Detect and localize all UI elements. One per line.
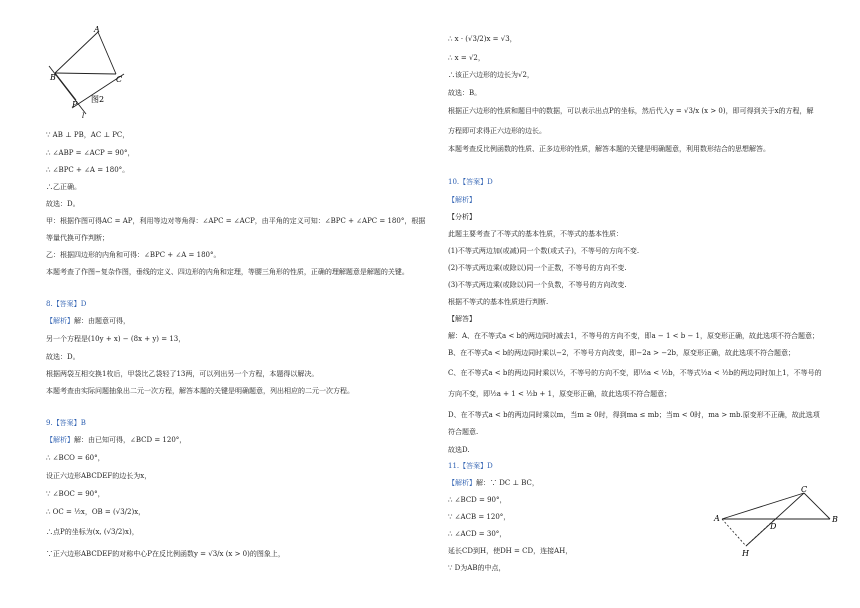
q9-cont-line: ∴ x · (√3/2)x = √3，	[448, 35, 517, 43]
q9-answer-tag: 【答案】	[52, 419, 81, 427]
q7-line: ∵ AB ⊥ PB，AC ⊥ PC，	[46, 131, 130, 139]
q9-line: ∵正六边形ABCDEF的对称中心P在反比例函数y = √3/x (x > 0)的图象上，	[46, 550, 285, 558]
q7-line: ∴乙正确。	[46, 183, 81, 191]
q10-line: 此题主要考查了不等式的基本性质，不等式的基本性质：	[448, 230, 623, 238]
q10-line: (3)不等式两边乘(或除以)同一个负数，不等号的方向改变.	[448, 281, 627, 289]
q10-solve-line: 解：A、在不等式a < b的两边同时减去1，不等号的方向不变，即a − 1 < b − 1，原变形正确，故此选项不符合题意；	[448, 332, 819, 340]
q9-cont-line: 方程即可求得正六边形的边长。	[448, 127, 546, 135]
q10-analysis-sub: 【分析】	[448, 213, 476, 221]
q11-fig-label-h: H	[742, 549, 749, 558]
q11-line: ∵ ∠ACB = 120°，	[448, 513, 511, 521]
q9-analysis-tag: 【解析】	[46, 436, 74, 444]
q9-line: ∴ OC = ½x，OB = (√3/2)x，	[46, 508, 146, 516]
q10-solve-tag: 【解答】	[448, 315, 476, 323]
q11-fig-label-c: C	[801, 485, 808, 494]
q7-line: 乙：根据四边形的内角和可得：∠BPC + ∠A = 180°。	[46, 251, 221, 259]
q9-answer-heading	[46, 418, 86, 428]
fig-label-a: A	[94, 26, 100, 34]
q8-line: 根据两袋互相交换1枚后，甲袋比乙袋轻了13两，可以列出另一个方程，本题得以解决。	[46, 370, 319, 378]
q10-solve-line: B、在不等式a < b的两边同时乘以−2，不等号方向改变，即−2a > −2b，原变形正确，故此选项不符合题意；	[448, 349, 796, 357]
q10-line: (1)不等式两边加(或减)同一个数(或式子)，不等号的方向不变.	[448, 247, 640, 255]
q11-analysis-tag: 【解析】	[448, 479, 476, 487]
q11-answer: D	[487, 462, 493, 470]
q10-solve-line: 方向不变，即½a + 1 < ½b + 1，原变形正确，故此选项不符合题意；	[448, 390, 672, 398]
q8-analysis	[46, 316, 130, 326]
q11-answer-heading	[448, 461, 493, 471]
q9-line: ∴ ∠BCO = 60°，	[46, 454, 105, 462]
q9-analysis-text: 解：由已知可得，∠BCD = 120°，	[74, 436, 187, 444]
q9-cont-line: 本题考查反比例函数的性质、正多边形的性质，解答本题的关键是明确题意，利用数形结合的思想解答。	[448, 145, 770, 153]
q7-line: 本题考查了作图−复杂作图，垂线的定义、四边形的内角和定理，等腰三角形的性质，正确的理解题意是解题的关键。	[46, 268, 409, 276]
q8-number: 8.	[46, 300, 53, 308]
q8-line: 本题考查由实际问题抽象出二元一次方程，解答本题的关键是明确题意，列出相应的二元一次方程。	[46, 387, 354, 395]
q11-line: ∵ D为AB的中点，	[448, 564, 506, 572]
q11-line: ∴ ∠ACD = 30°，	[448, 530, 507, 538]
q8-line: 另一个方程是(10y + x) − (8x + y) = 13，	[46, 335, 186, 343]
figure-2-diagram	[46, 26, 142, 122]
q9-line: 设正六边形ABCDEF的边长为x，	[46, 472, 152, 480]
q7-line: ∴ ∠BPC + ∠A = 180°。	[46, 166, 130, 174]
q10-analysis-tag: 【解析】	[448, 196, 476, 204]
q9-cont-line: 故选：B。	[448, 89, 482, 97]
q9-line: ∴点P的坐标为(x, (√3/2)x)，	[46, 528, 139, 536]
q11-analysis	[448, 478, 539, 488]
q11-analysis-text: 解：∵ DC ⊥ BC，	[476, 479, 539, 487]
q9-cont-line: ∴ x = √2，	[448, 54, 485, 62]
q11-fig-label-d: D	[770, 522, 777, 531]
figure-caption: 图2	[91, 95, 105, 104]
q10-solve-line: D、在不等式a < b的两边同时乘以m，当m ≥ 0时，得到ma ≤ mb；当m < 0时，ma > mb.原变形不正确，故此选项	[448, 411, 820, 419]
q11-line: ∴ ∠BCD = 90°，	[448, 496, 507, 504]
q10-line: 根据不等式的基本性质进行判断.	[448, 298, 549, 306]
q9-number: 9.	[46, 419, 53, 427]
q9-line: ∵ ∠BOC = 90°，	[46, 490, 105, 498]
q11-number: 11.	[448, 462, 460, 470]
q10-solve-line: C、在不等式a < b的两边同时乘以½，不等号的方向不变，即½a < ½b，不等式½a < ½b的两边同时加上1，不等号的	[448, 369, 822, 377]
q11-fig-label-a: A	[714, 514, 720, 523]
q9-answer: B	[80, 419, 86, 427]
q9-analysis	[46, 435, 186, 445]
fig-label-b: B	[50, 73, 56, 82]
q8-analysis-tag: 【解析】	[46, 317, 74, 325]
q10-solve-line: 符合题意.	[448, 428, 479, 436]
q7-line: 甲：根据作图可得AC = AP，利用等边对等角得：∠APC = ∠ACP，由平角的定义可知：∠BPC + ∠APC = 180°，根据	[46, 217, 426, 225]
q11-figure-diagram	[712, 484, 842, 560]
q7-line: ∴ ∠ABP = ∠ACP = 90°，	[46, 149, 135, 157]
q9-cont-line: ∴该正六边形的边长为√2，	[448, 71, 534, 79]
fig-label-p: P	[72, 100, 78, 109]
q7-line: 等量代换可作判断；	[46, 234, 109, 242]
q9-cont-line: 根据正六边形的性质和题目中的数据，可以表示出点P的坐标，然后代入y = √3/x (x > 0)，即可得到关于x的方程，解	[448, 107, 814, 115]
q11-answer-tag: 【答案】	[459, 462, 488, 470]
fig-label-c: C	[116, 75, 123, 84]
q10-number: 10.	[448, 178, 460, 186]
q10-answer: D	[487, 178, 493, 186]
q10-answer-heading	[448, 177, 493, 187]
q10-line: (2)不等式两边乘(或除以)同一个正数，不等号的方向不变.	[448, 264, 627, 272]
fig-label-l: l	[82, 112, 85, 120]
q8-line: 故选：D。	[46, 353, 80, 361]
q10-solve-line: 故选D.	[448, 446, 470, 454]
q11-line: 延长CD到H，使DH = CD，连接AH，	[448, 547, 573, 555]
q8-analysis-text: 解：由题意可得，	[74, 317, 130, 325]
q10-answer-tag: 【答案】	[459, 178, 488, 186]
q8-answer-tag: 【答案】	[52, 300, 81, 308]
q11-fig-label-b: B	[832, 515, 838, 524]
q7-line: 故选：D。	[46, 200, 80, 208]
q8-answer: D	[80, 300, 87, 308]
q8-answer-heading	[46, 299, 86, 309]
